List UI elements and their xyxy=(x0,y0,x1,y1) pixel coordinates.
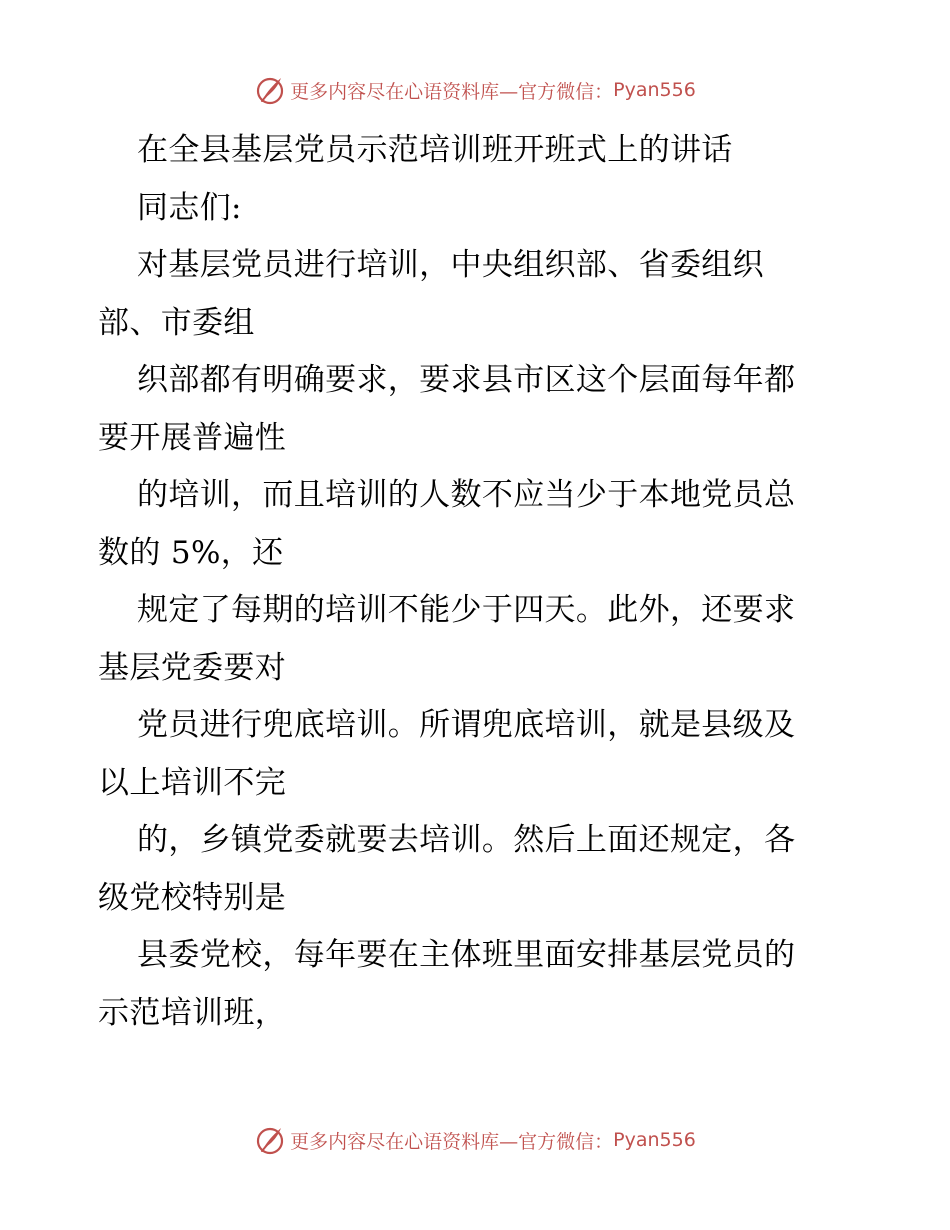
watermark-wechat-id: Pyan556 xyxy=(613,1129,696,1151)
paragraph-line: 部、市委组 xyxy=(98,304,255,341)
salutation: 同志们: xyxy=(137,189,242,226)
header-watermark xyxy=(0,70,950,110)
document-body xyxy=(98,122,858,1042)
paragraph-line: 县委党校，每年要在主体班里面安排基层党员的 xyxy=(137,937,796,973)
quill-logo-icon xyxy=(254,1124,286,1156)
quill-logo-icon xyxy=(254,74,286,106)
paragraph-line: 规定了每期的培训不能少于四天。此外，还要求 xyxy=(137,592,796,628)
watermark-wechat-id: Pyan556 xyxy=(613,79,696,101)
paragraph-line: 要开展普遍性 xyxy=(98,419,287,456)
paragraph-line: 以上培训不完 xyxy=(98,764,287,801)
paragraph-line: 的培训，而且培训的人数不应当少于本地党员总 xyxy=(137,477,796,513)
watermark-text: 更多内容尽在心语资料库—官方微信： xyxy=(290,1130,614,1153)
paragraph-line: 级党校特别是 xyxy=(98,879,287,916)
paragraph-line: 党员进行兜底培训。所谓兜底培训，就是县级及 xyxy=(137,707,796,743)
footer-watermark xyxy=(0,1120,950,1160)
paragraph-line: 基层党委要对 xyxy=(98,649,287,686)
watermark-text: 更多内容尽在心语资料库—官方微信： xyxy=(290,80,614,103)
paragraph-line: 的，乡镇党委就要去培训。然后上面还规定，各 xyxy=(137,822,796,858)
paragraph-line: 数的 5%，还 xyxy=(98,534,284,571)
paragraph-line: 织部都有明确要求，要求县市区这个层面每年都 xyxy=(137,362,796,398)
document-title: 在全县基层党员示范培训班开班式上的讲话 xyxy=(137,132,733,168)
paragraph-line: 对基层党员进行培训，中央组织部、省委组织 xyxy=(137,247,764,283)
paragraph-line: 示范培训班， xyxy=(98,994,287,1031)
